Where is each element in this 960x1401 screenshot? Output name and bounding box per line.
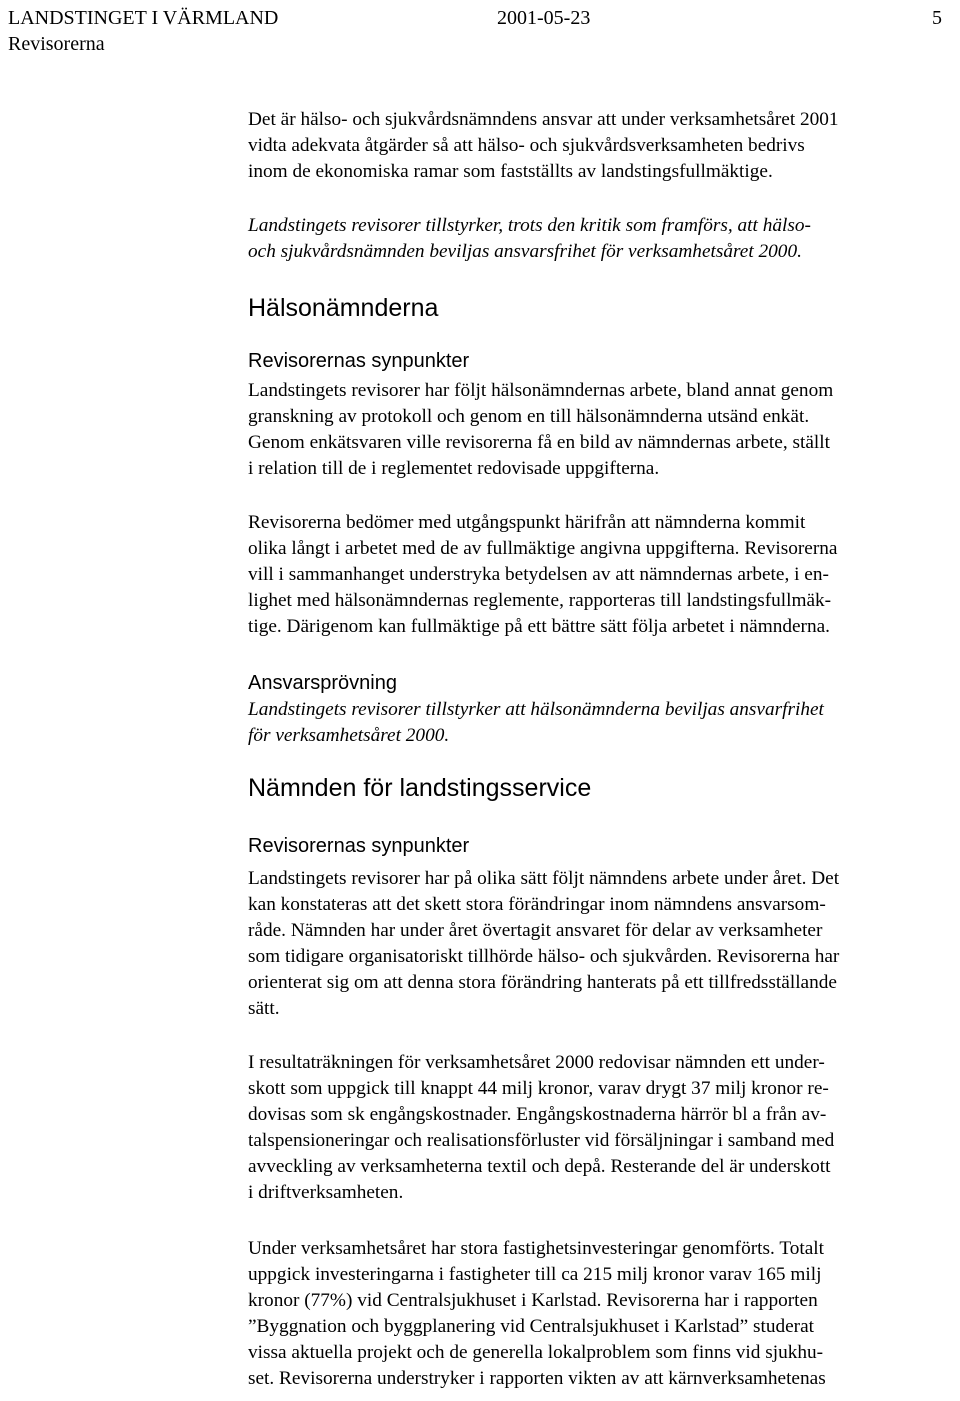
text-line: set. Revisorerna understryker i rapporten vikten av att kärnverksamhetenas xyxy=(248,1368,826,1389)
page-header xyxy=(0,0,960,60)
text-line: I resultaträkningen för verksamhetsåret 2000 redovisar nämnden ett under- xyxy=(248,1052,825,1073)
text-line: Det är hälso- och sjukvårdsnämndens ansvar att under verksamhetsåret 2001 xyxy=(248,109,839,130)
text-line: i relation till de i reglementet redovisade uppgifterna. xyxy=(248,458,660,479)
text-line: lighet med hälsonämndernas reglemente, rapporteras till landstingsfullmäk- xyxy=(248,590,832,611)
subheading-synpunkter: Revisorernas synpunkter xyxy=(248,835,470,857)
text-line: Genom enkätsvaren ville revisorerna få en bild av nämndernas arbete, ställt xyxy=(248,432,830,453)
subheading-ansvarsprovning: Ansvarsprövning xyxy=(248,672,397,694)
text-line: vissa aktuella projekt och de generella lokalproblem som finns vid sjukhu- xyxy=(248,1342,824,1363)
text-line: och sjukvårdsnämnden beviljas ansvarsfrihet för verksamhetsåret 2000. xyxy=(248,241,802,262)
page-number: 5 xyxy=(932,7,942,29)
text-line: uppgick investeringarna i fastigheter till ca 215 milj kronor varav 165 milj xyxy=(248,1264,822,1285)
text-line: dovisas som sk engångskostnader. Engångskostnaderna härrör bl a från av- xyxy=(248,1104,827,1125)
text-line: inom de ekonomiska ramar som fastställts av landstingsfullmäktige. xyxy=(248,161,773,182)
text-line: för verksamhetsåret 2000. xyxy=(248,725,450,746)
document-date: 2001-05-23 xyxy=(497,7,591,29)
text-line: Landstingets revisorer tillstyrker att hälsonämnderna beviljas ansvarfrihet xyxy=(248,699,824,720)
text-line: olika långt i arbetet med de av fullmäktige angivna uppgifterna. Revisorerna xyxy=(248,538,838,559)
text-line: Landstingets revisorer tillstyrker, trots den kritik som framförs, att hälso- xyxy=(248,215,811,236)
text-line: tige. Därigenom kan fullmäktige på ett bättre sätt följa arbetet i nämnderna. xyxy=(248,616,830,637)
text-line: i driftverksamheten. xyxy=(248,1182,404,1203)
text-line: vill i sammanhanget understryka betydelsen av att nämndernas arbete, i en- xyxy=(248,564,829,585)
text-line: avveckling av verksamheterna textil och depå. Resterande del är underskott xyxy=(248,1156,831,1177)
text-line: kronor (77%) vid Centralsjukhuset i Karlstad. Revisorerna har i rapporten xyxy=(248,1290,818,1311)
text-line: granskning av protokoll och genom en till hälsonämnderna utsänd enkät. xyxy=(248,406,810,427)
header-subtitle: Revisorerna xyxy=(8,33,105,55)
text-line: Landstingets revisorer har på olika sätt följt nämndens arbete under året. Det xyxy=(248,868,840,889)
text-line: sätt. xyxy=(248,998,280,1019)
text-line: kan konstateras att det skett stora förändringar inom nämndens ansvarsom- xyxy=(248,894,826,915)
subheading-synpunkter: Revisorernas synpunkter xyxy=(248,350,470,372)
text-line: råde. Nämnden har under året övertagit ansvaret för delar av verksamheter xyxy=(248,920,823,941)
text-line: Revisorerna bedömer med utgångspunkt härifrån att nämnderna kommit xyxy=(248,512,806,533)
text-line: orienterat sig om att denna stora förändring hanterats på ett tillfredsställande xyxy=(248,972,837,993)
section-heading-halsonamnderna: Hälsonämnderna xyxy=(248,294,439,322)
text-line: skott som uppgick till knappt 44 milj kronor, varav drygt 37 milj kronor re- xyxy=(248,1078,829,1099)
text-line: ”Byggnation och byggplanering vid Centralsjukhuset i Karlstad” studerat xyxy=(248,1316,814,1337)
text-line: Under verksamhetsåret har stora fastighetsinvesteringar genomförts. Totalt xyxy=(248,1238,825,1259)
text-line: vidta adekvata åtgärder så att hälso- och sjukvårdsverksamheten bedrivs xyxy=(248,135,805,156)
text-line: talspensioneringar och realisationsförluster vid försäljningar i samband med xyxy=(248,1130,835,1151)
organization-name: LANDSTINGET I VÄRMLAND xyxy=(8,7,279,29)
text-line: Landstingets revisorer har följt hälsonämndernas arbete, bland annat genom xyxy=(248,380,834,401)
text-line: som tidigare organisatoriskt tillhörde hälso- och sjukvården. Revisorerna har xyxy=(248,946,840,967)
section-heading-landstingsservice: Nämnden för landstingsservice xyxy=(248,774,592,802)
